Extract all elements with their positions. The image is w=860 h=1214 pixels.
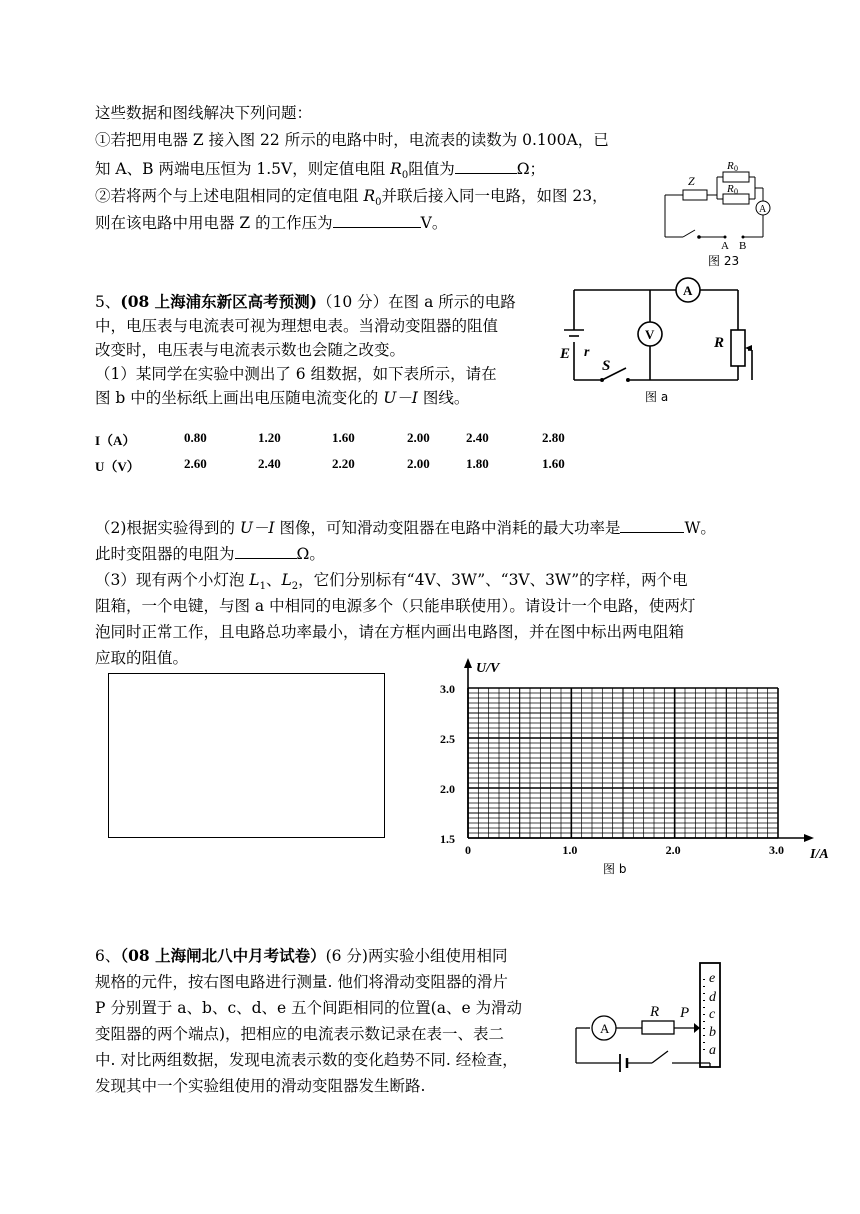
x-tick-label: 0 — [465, 843, 471, 857]
figure-b-graph[interactable] — [430, 650, 840, 870]
position-d: d — [709, 990, 716, 1005]
text: 则在该电路中用电器 Z 的工作压为 — [95, 214, 333, 232]
answer-blank[interactable] — [235, 544, 297, 559]
ammeter-label: A — [759, 204, 767, 215]
switch-gap — [600, 376, 630, 384]
table-cell-u: 2.20 — [332, 456, 355, 471]
q5-line3: 改变时，电压表与电流表示数也会随之改变。 — [95, 341, 406, 359]
answer-blank[interactable] — [333, 213, 421, 228]
switch-pivot — [600, 378, 604, 382]
q6-line5: 中. 对比两组数据，发现电流表示数的变化趋势不同. 经检查， — [95, 1051, 518, 1069]
text: 此时变阻器的电阻为 — [95, 545, 235, 563]
emf-label: E — [560, 346, 571, 362]
terminal-dot — [742, 236, 745, 239]
question-number: 5、 — [95, 293, 121, 311]
y-tick-label: 3.0 — [440, 682, 455, 696]
switch-contact — [626, 378, 630, 382]
x-tick-label: 3.0 — [769, 843, 784, 857]
text: （3）现有两个小灯泡 — [95, 571, 250, 589]
table-cell-i: 2.80 — [542, 430, 565, 445]
x-axis-arrow — [804, 834, 814, 842]
y-tick-label: 2.5 — [440, 732, 455, 746]
subscript: 1 — [259, 581, 266, 593]
table-cell-i: 2.40 — [466, 430, 489, 445]
question-number: 6、 — [95, 947, 121, 965]
q6-line6: 发现其中一个实验组使用的滑动变阻器发生断路. — [95, 1077, 426, 1095]
x-tick-label: 1.0 — [562, 843, 578, 857]
text: （2)根据实验得到的 — [95, 519, 240, 537]
q5-line1 — [95, 292, 516, 312]
table-cell-i: 1.60 — [332, 430, 355, 445]
text: 图 b 中的坐标纸上画出电压随电流变化的 — [95, 389, 384, 407]
q4-part2-line1 — [95, 186, 608, 213]
subscript: 2 — [291, 581, 299, 593]
terminal-b-label: B — [739, 240, 747, 252]
y-axis-label: U/V — [476, 661, 500, 676]
x-tick-label: 2.0 — [665, 843, 681, 857]
q6-circuit-figure — [576, 955, 756, 1075]
text: 图像，可知滑动变阻器在电路中消耗的最大功率是 — [274, 519, 621, 537]
q5-part2-line2 — [95, 544, 325, 564]
ammeter-label: A — [600, 1021, 610, 1036]
y-axis-arrow — [464, 658, 472, 668]
q4-part1-line1: ①若把用电器 Z 接入图 22 所示的电路中时，电流表的读数为 0.100A，已 — [95, 131, 609, 149]
slider-label: P — [680, 1005, 690, 1021]
table-cell-u: 1.80 — [466, 456, 489, 471]
question-source: （08 上海闸北八中月考试卷） — [120, 946, 326, 965]
l1-symbol: L — [249, 571, 260, 589]
question-source: (08 上海浦东新区高考预测) — [120, 292, 318, 311]
separator: 、 — [265, 571, 282, 589]
table-cell-u: 2.40 — [258, 456, 281, 471]
axes — [464, 658, 814, 842]
label-sub: 0 — [734, 187, 738, 196]
figure-23-caption: 图 23 — [708, 254, 740, 268]
q5-line2: 中，电压表与电流表可视为理想电表。当滑动变阻器的阻值 — [95, 317, 499, 335]
answer-blank[interactable] — [455, 159, 517, 174]
q6-line2: 规格的元件，按右图电路进行测量. 他们将滑动变阻器的滑片 — [95, 973, 508, 991]
unit: Ω； — [516, 160, 546, 178]
text: ，它们分别标有“4V、3W”、“3V、3W”的字样，两个电 — [298, 571, 688, 589]
table-row-label-i: I（A） — [95, 433, 136, 448]
figure-a-circuit — [560, 280, 760, 400]
text: 知 A、B 两端电压恒为 1.5V，则定值电阻 — [95, 160, 391, 178]
q4-part2-line2 — [95, 213, 447, 233]
figure-b-caption: 图 b — [603, 862, 627, 876]
terminal-dot — [697, 235, 701, 239]
subscript: 0 — [375, 197, 382, 209]
table-cell-u: 2.60 — [184, 456, 207, 471]
subscript: 0 — [401, 170, 409, 182]
terminal-a-label: A — [721, 240, 729, 252]
unit: Ω。 — [296, 545, 325, 563]
table-cell-i: 2.00 — [407, 430, 430, 445]
text: (6 分)两实验小组使用相同 — [325, 947, 508, 965]
ui-symbol: U－I — [239, 519, 275, 537]
table-cell-u: 1.60 — [542, 456, 565, 471]
table-cell-i: 0.80 — [184, 430, 207, 445]
y-tick-label: 2.0 — [440, 782, 455, 796]
q4-part1-line2 — [95, 159, 545, 186]
ammeter-label: A — [683, 283, 693, 298]
text: 阻值为 — [408, 160, 455, 178]
answer-blank[interactable] — [620, 518, 684, 533]
rheostat-label: R — [714, 335, 725, 351]
terminal-dot — [724, 236, 727, 239]
q4-intro: 这些数据和图线解决下列问题： — [95, 104, 313, 122]
tick-labels — [440, 661, 829, 862]
text: ②若将两个与上述电阻相同的定值电阻 — [95, 187, 364, 205]
ui-symbol: U－I — [383, 389, 418, 407]
l2-symbol: L — [281, 571, 292, 589]
text: 并联后接入同一电路，如图 23， — [381, 187, 608, 205]
q5-line5 — [95, 388, 469, 408]
q5-part2-line1 — [95, 518, 716, 538]
label-r0-bottom: R — [727, 183, 734, 195]
x-axis-label: I/A — [810, 847, 829, 862]
q6-line4: 变阻器的两个端点)，把相应的电流表示数记录在表一、表二 — [95, 1025, 505, 1043]
label-z: Z — [688, 174, 695, 188]
label-r0-top: R — [727, 160, 734, 172]
switch-label: S — [602, 358, 611, 374]
unit: W。 — [684, 519, 716, 537]
circuit-drawing-box[interactable] — [108, 673, 385, 838]
q5-part3-line1 — [95, 570, 688, 597]
slider-arrow — [694, 1023, 700, 1033]
y-tick-label: 1.5 — [440, 832, 455, 846]
figure-a-caption: 图 a — [645, 390, 669, 404]
table-row-label-u: U（V） — [95, 459, 140, 474]
r0-symbol: R — [363, 187, 376, 205]
position-c: c — [709, 1007, 716, 1022]
voltmeter-label: V — [645, 327, 655, 342]
table-cell-i: 1.20 — [258, 430, 281, 445]
q6-line1 — [95, 946, 507, 966]
text: （10 分）在图 a 所示的电路 — [317, 293, 516, 311]
grid — [468, 688, 778, 838]
q5-line4: （1）某同学在实验中测出了 6 组数据，如下表所示，请在 — [95, 365, 497, 383]
position-b: b — [709, 1025, 716, 1040]
r0-symbol: R — [390, 160, 402, 178]
text: 图线。 — [417, 389, 470, 407]
q5-part3-line2: 阻箱，一个电键，与图 a 中相同的电源多个（只能串联使用）。请设计一个电路，使两灯 — [95, 597, 696, 615]
internal-resistance-label: r — [584, 345, 590, 360]
label-sub: 0 — [734, 164, 738, 173]
unit: V。 — [420, 214, 448, 232]
position-a: a — [709, 1043, 716, 1058]
q5-part3-line4: 应取的阻值。 — [95, 649, 189, 667]
q6-line3: P 分别置于 a、b、c、d、e 五个间距相同的位置(a、e 为滑动 — [95, 999, 523, 1017]
q5-part3-line3: 泡同时正常工作，且电路总功率最小，请在方框内画出电路图，并在图中标出两电阻箱 — [95, 623, 685, 641]
position-e: e — [709, 971, 716, 986]
table-cell-u: 2.00 — [407, 456, 430, 471]
resistor-label: R — [650, 1004, 660, 1020]
